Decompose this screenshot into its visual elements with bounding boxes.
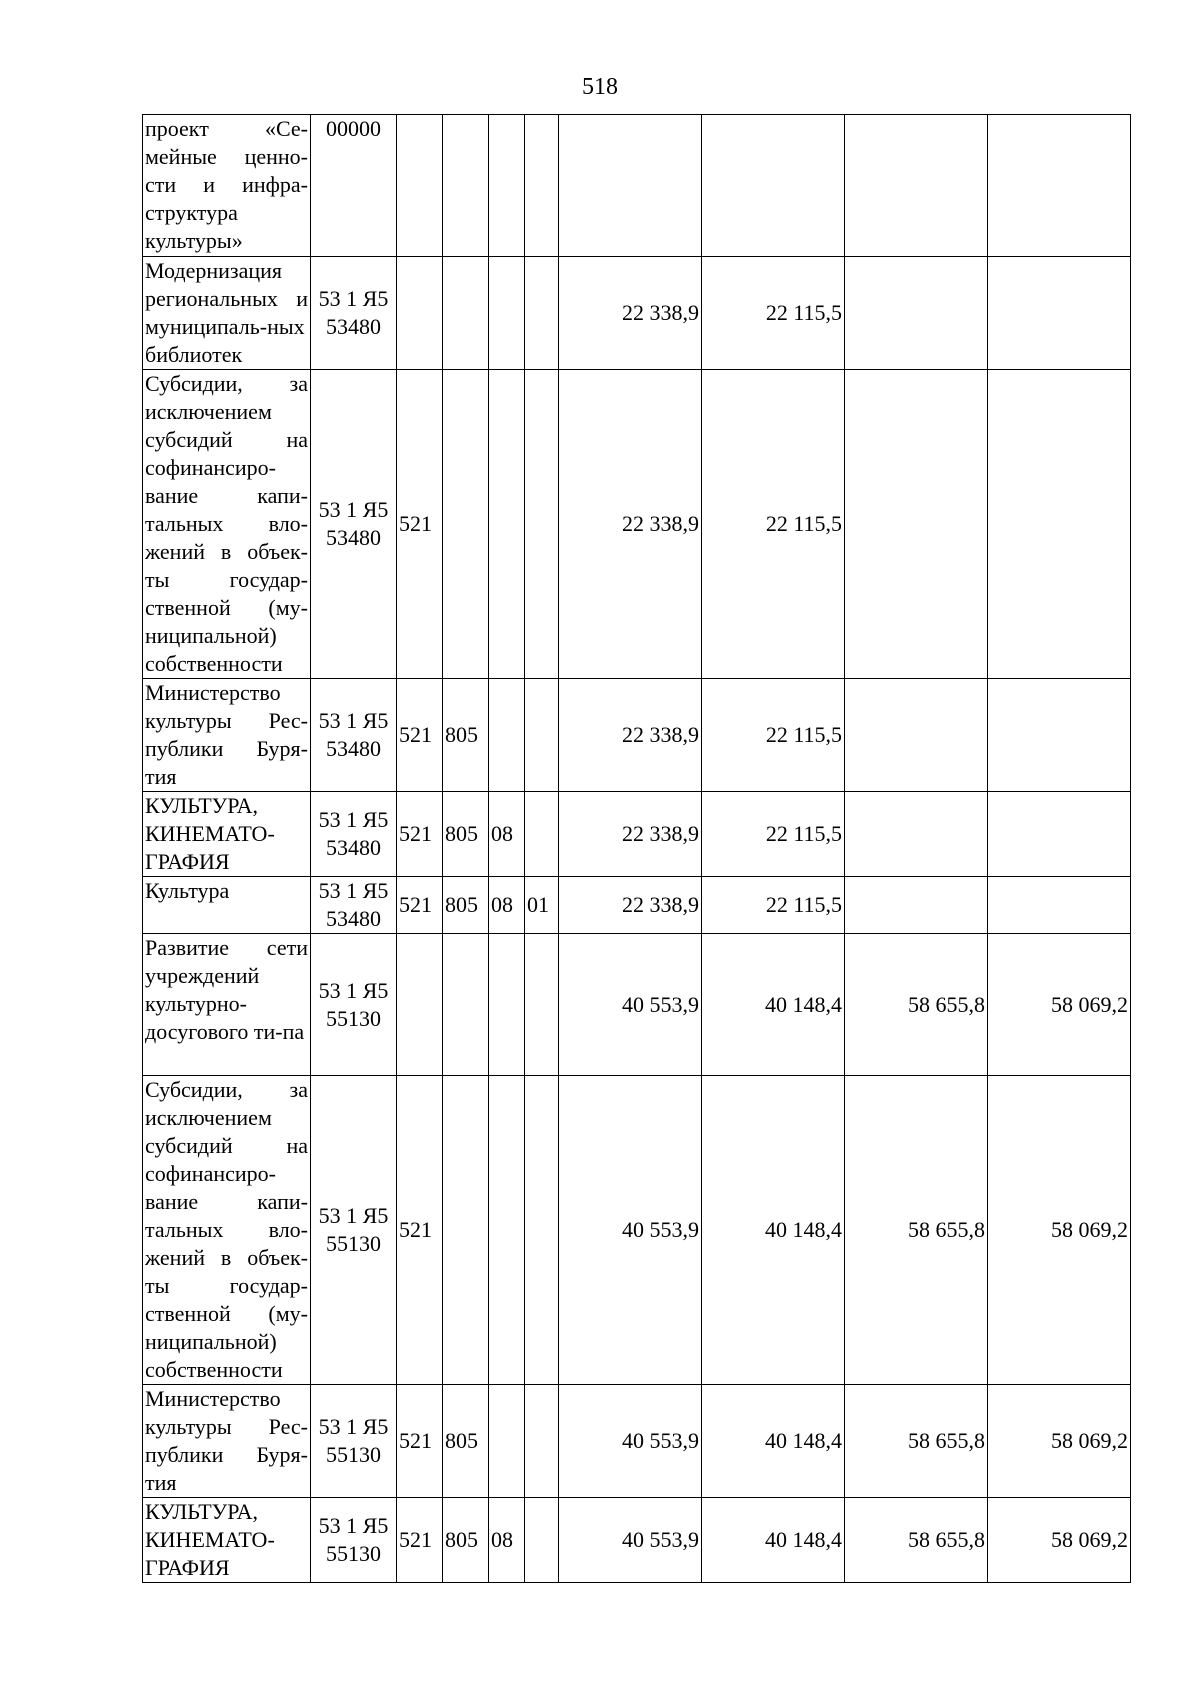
budget-table-body	[143, 115, 1131, 1583]
subsection-code-cell	[525, 370, 559, 679]
table-row	[143, 877, 1131, 934]
row-name-cell: Субсидии, за исключением субсидий на софинансиро-вание капи-тальных вло-жений в объек-ты государ-ственной (му-ниципальной) собственности	[143, 370, 311, 679]
amount-cell-4	[988, 679, 1131, 792]
expense-type-cell: 521	[397, 792, 443, 877]
amount-cell-2: 40 148,4	[702, 934, 845, 1076]
expense-type-cell: 521	[397, 1076, 443, 1385]
expense-type-cell	[397, 934, 443, 1076]
ministry-code-cell: 805	[443, 1498, 489, 1583]
ministry-code-cell	[443, 257, 489, 370]
amount-cell-3: 58 655,8	[845, 1498, 988, 1583]
amount-cell-4	[988, 877, 1131, 934]
amount-cell-4	[988, 370, 1131, 679]
amount-cell-2: 22 115,5	[702, 679, 845, 792]
expense-type-cell: 521	[397, 1385, 443, 1498]
amount-cell-1: 22 338,9	[559, 679, 702, 792]
table-row	[143, 115, 1131, 257]
budget-code-cell: 53 1 Я5 55130	[311, 1076, 397, 1385]
amount-cell-3	[845, 257, 988, 370]
ministry-code-cell: 805	[443, 679, 489, 792]
amount-cell-3: 58 655,8	[845, 1076, 988, 1385]
section-code-cell	[489, 934, 525, 1076]
subsection-code-cell	[525, 115, 559, 257]
budget-code-cell: 53 1 Я5 55130	[311, 1498, 397, 1583]
budget-code-cell: 53 1 Я5 53480	[311, 679, 397, 792]
section-code-cell	[489, 1076, 525, 1385]
amount-cell-2: 22 115,5	[702, 792, 845, 877]
expense-type-cell: 521	[397, 370, 443, 679]
budget-code-cell: 53 1 Я5 55130	[311, 1385, 397, 1498]
table-row	[143, 934, 1131, 1076]
section-code-cell: 08	[489, 1498, 525, 1583]
amount-cell-2: 22 115,5	[702, 370, 845, 679]
amount-cell-4	[988, 257, 1131, 370]
amount-cell-1: 40 553,9	[559, 1498, 702, 1583]
amount-cell-3	[845, 792, 988, 877]
section-code-cell	[489, 257, 525, 370]
ministry-code-cell	[443, 115, 489, 257]
section-code-cell	[489, 679, 525, 792]
table-row	[143, 257, 1131, 370]
subsection-code-cell: 01	[525, 877, 559, 934]
amount-cell-4	[988, 792, 1131, 877]
section-code-cell	[489, 115, 525, 257]
ministry-code-cell: 805	[443, 792, 489, 877]
amount-cell-2: 22 115,5	[702, 257, 845, 370]
amount-cell-2: 40 148,4	[702, 1385, 845, 1498]
table-row	[143, 1385, 1131, 1498]
table-row	[143, 370, 1131, 679]
amount-cell-1	[559, 115, 702, 257]
expense-type-cell: 521	[397, 1498, 443, 1583]
ministry-code-cell: 805	[443, 1385, 489, 1498]
amount-cell-2	[702, 115, 845, 257]
budget-code-cell: 00000	[311, 115, 397, 257]
ministry-code-cell	[443, 934, 489, 1076]
subsection-code-cell	[525, 1385, 559, 1498]
subsection-code-cell	[525, 1076, 559, 1385]
amount-cell-3	[845, 877, 988, 934]
table-row	[143, 679, 1131, 792]
expense-type-cell: 521	[397, 679, 443, 792]
budget-table	[142, 114, 1131, 1583]
row-name-cell: Культура	[143, 877, 311, 934]
amount-cell-1: 22 338,9	[559, 792, 702, 877]
row-name-cell: Субсидии, за исключением субсидий на софинансиро-вание капи-тальных вло-жений в объек-ты государ-ственной (му-ниципальной) собственности	[143, 1076, 311, 1385]
ministry-code-cell	[443, 370, 489, 679]
budget-code-cell: 53 1 Я5 53480	[311, 792, 397, 877]
amount-cell-1: 40 553,9	[559, 934, 702, 1076]
row-name-cell: Модернизация региональных и муниципаль-ных библиотек	[143, 257, 311, 370]
subsection-code-cell	[525, 934, 559, 1076]
amount-cell-4	[988, 115, 1131, 257]
subsection-code-cell	[525, 792, 559, 877]
expense-type-cell	[397, 115, 443, 257]
budget-code-cell: 53 1 Я5 53480	[311, 877, 397, 934]
section-code-cell: 08	[489, 792, 525, 877]
amount-cell-1: 22 338,9	[559, 877, 702, 934]
section-code-cell	[489, 1385, 525, 1498]
subsection-code-cell	[525, 1498, 559, 1583]
amount-cell-4: 58 069,2	[988, 1076, 1131, 1385]
budget-code-cell: 53 1 Я5 53480	[311, 370, 397, 679]
subsection-code-cell	[525, 679, 559, 792]
row-name-cell: Министерство культуры Рес-публики Буря-тия	[143, 679, 311, 792]
ministry-code-cell: 805	[443, 877, 489, 934]
row-name-cell: проект «Се-мейные ценно-сти и инфра-структура культуры»	[143, 115, 311, 257]
expense-type-cell	[397, 257, 443, 370]
page-number: 518	[582, 74, 618, 100]
section-code-cell: 08	[489, 877, 525, 934]
amount-cell-3	[845, 679, 988, 792]
row-name-cell: КУЛЬТУРА, КИНЕМАТО-ГРАФИЯ	[143, 792, 311, 877]
subsection-code-cell	[525, 257, 559, 370]
section-code-cell	[489, 370, 525, 679]
amount-cell-4: 58 069,2	[988, 934, 1131, 1076]
budget-code-cell: 53 1 Я5 53480	[311, 257, 397, 370]
table-row	[143, 1498, 1131, 1583]
amount-cell-1: 40 553,9	[559, 1076, 702, 1385]
amount-cell-2: 40 148,4	[702, 1076, 845, 1385]
amount-cell-4: 58 069,2	[988, 1498, 1131, 1583]
amount-cell-3	[845, 370, 988, 679]
amount-cell-2: 40 148,4	[702, 1498, 845, 1583]
row-name-cell: Развитие сети учреждений культурно-досугового ти-па	[143, 934, 311, 1076]
amount-cell-1: 22 338,9	[559, 370, 702, 679]
expense-type-cell: 521	[397, 877, 443, 934]
table-row	[143, 792, 1131, 877]
amount-cell-1: 22 338,9	[559, 257, 702, 370]
ministry-code-cell	[443, 1076, 489, 1385]
amount-cell-3	[845, 115, 988, 257]
row-name-cell: Министерство культуры Рес-публики Буря-тия	[143, 1385, 311, 1498]
budget-code-cell: 53 1 Я5 55130	[311, 934, 397, 1076]
row-name-cell: КУЛЬТУРА, КИНЕМАТО-ГРАФИЯ	[143, 1498, 311, 1583]
amount-cell-4: 58 069,2	[988, 1385, 1131, 1498]
amount-cell-3: 58 655,8	[845, 1385, 988, 1498]
amount-cell-2: 22 115,5	[702, 877, 845, 934]
amount-cell-1: 40 553,9	[559, 1385, 702, 1498]
table-row	[143, 1076, 1131, 1385]
amount-cell-3: 58 655,8	[845, 934, 988, 1076]
